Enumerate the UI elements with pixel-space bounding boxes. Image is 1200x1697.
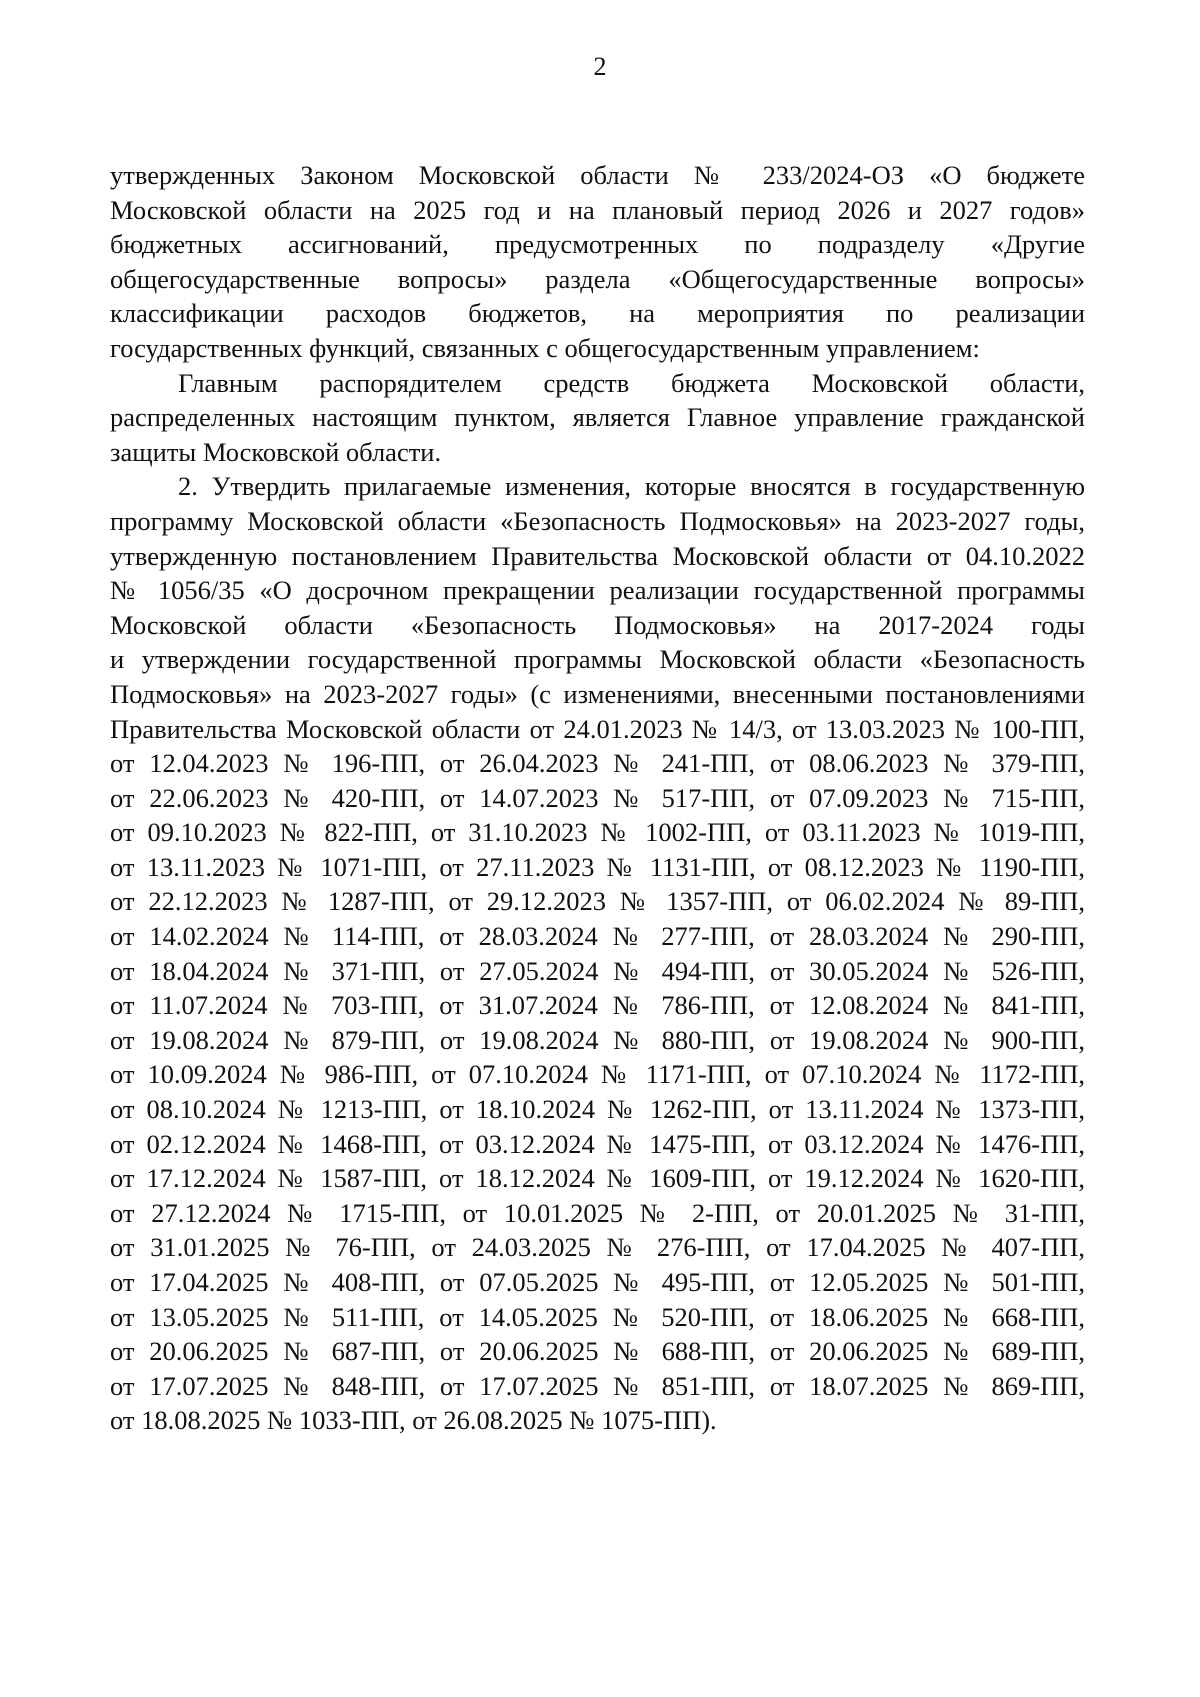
text-line: от 18.08.2025 № 1033-ПП, от 26.08.2025 № 1075-ПП). (110, 1405, 717, 1436)
text-line: от 17.07.2025 № 848-ПП, от 17.07.2025 № 851-ПП, от 18.07.2025 № 869-ПП, (110, 1370, 1085, 1401)
text-line: от 12.04.2023 № 196-ПП, от 26.04.2023 № 241-ПП, от 08.06.2023 № 379-ПП, (110, 748, 1085, 779)
page-number: 2 (593, 52, 607, 81)
text-line: от 22.06.2023 № 420-ПП, от 14.07.2023 № 517-ПП, от 07.09.2023 № 715-ПП, (110, 782, 1085, 813)
text-line: от 27.12.2024 № 1715-ПП, от 10.01.2025 № 2-ПП, от 20.01.2025 № 31-ПП, (110, 1197, 1085, 1228)
text-line: от 08.10.2024 № 1213-ПП, от 18.10.2024 № 1262-ПП, от 13.11.2024 № 1373-ПП, (110, 1094, 1085, 1125)
text-line: Подмосковья» на 2023-2027 годы» (с изменениями, внесенными постановлениями (110, 678, 1085, 709)
text-line: общегосударственные вопросы» раздела «Общегосударственные вопросы» (110, 263, 1085, 294)
text-line: Правительства Московской области от 24.01.2023 № 14/3, от 13.03.2023 № 100-ПП, (110, 713, 1085, 744)
text-line: от 09.10.2023 № 822-ПП, от 31.10.2023 № 1002-ПП, от 03.11.2023 № 1019-ПП, (110, 817, 1085, 848)
text-line: от 13.11.2023 № 1071-ПП, от 27.11.2023 № 1131-ПП, от 08.12.2023 № 1190-ПП, (110, 851, 1085, 882)
text-line: от 22.12.2023 № 1287-ПП, от 29.12.2023 № 1357-ПП, от 06.02.2024 № 89-ПП, (110, 886, 1085, 917)
text-line: от 31.01.2025 № 76-ПП, от 24.03.2025 № 276-ПП, от 17.04.2025 № 407-ПП, (110, 1232, 1085, 1263)
text-line: защиты Московской области. (110, 436, 442, 467)
text-line: 2. Утвердить прилагаемые изменения, которые вносятся в государственную (178, 471, 1085, 502)
text-line: программу Московской области «Безопасность Подмосковья» на 2023-2027 годы, (110, 505, 1085, 536)
text-line: Московской области на 2025 год и на плановый период 2026 и 2027 годов» (110, 194, 1085, 225)
document-body (110, 158, 1085, 1438)
text-line: Главным распорядителем средств бюджета Московской области, (178, 367, 1085, 398)
text-line: от 19.08.2024 № 879-ПП, от 19.08.2024 № 880-ПП, от 19.08.2024 № 900-ПП, (110, 1024, 1085, 1055)
text-line: государственных функций, связанных с общегосударственным управлением: (110, 332, 980, 363)
text-line: от 10.09.2024 № 986-ПП, от 07.10.2024 № 1171-ПП, от 07.10.2024 № 1172-ПП, (110, 1059, 1085, 1090)
text-line: бюджетных ассигнований, предусмотренных по подразделу «Другие (110, 229, 1085, 260)
text-line: от 17.04.2025 № 408-ПП, от 07.05.2025 № 495-ПП, от 12.05.2025 № 501-ПП, (110, 1267, 1085, 1297)
text-line: от 13.05.2025 № 511-ПП, от 14.05.2025 № 520-ПП, от 18.06.2025 № 668-ПП, (110, 1301, 1085, 1332)
text-line: и утверждении государственной программы Московской области «Безопасность (110, 644, 1085, 675)
text-line: от 11.07.2024 № 703-ПП, от 31.07.2024 № 786-ПП, от 12.08.2024 № 841-ПП, (110, 990, 1085, 1021)
text-line: утвержденную постановлением Правительства Московской области от 04.10.2022 (110, 540, 1085, 571)
text-line: утвержденных Законом Московской области № 233/2024-ОЗ «О бюджете (110, 160, 1085, 190)
text-line: от 18.04.2024 № 371-ПП, от 27.05.2024 № 494-ПП, от 30.05.2024 № 526-ПП, (110, 955, 1085, 986)
text-line: от 02.12.2024 № 1468-ПП, от 03.12.2024 № 1475-ПП, от 03.12.2024 № 1476-ПП, (110, 1128, 1085, 1159)
text-line: от 14.02.2024 № 114-ПП, от 28.03.2024 № 277-ПП, от 28.03.2024 № 290-ПП, (110, 921, 1085, 952)
text-line: Московской области «Безопасность Подмосковья» на 2017-2024 годы (110, 609, 1085, 640)
text-line: от 17.12.2024 № 1587-ПП, от 18.12.2024 № 1609-ПП, от 19.12.2024 № 1620-ПП, (110, 1163, 1085, 1194)
text-line: распределенных настоящим пунктом, является Главное управление гражданской (110, 402, 1085, 433)
text-line: от 20.06.2025 № 687-ПП, от 20.06.2025 № 688-ПП, от 20.06.2025 № 689-ПП, (110, 1336, 1085, 1367)
text-line: № 1056/35 «О досрочном прекращении реализации государственной программы (110, 575, 1085, 606)
text-line: классификации расходов бюджетов, на мероприятия по реализации (110, 298, 1085, 329)
